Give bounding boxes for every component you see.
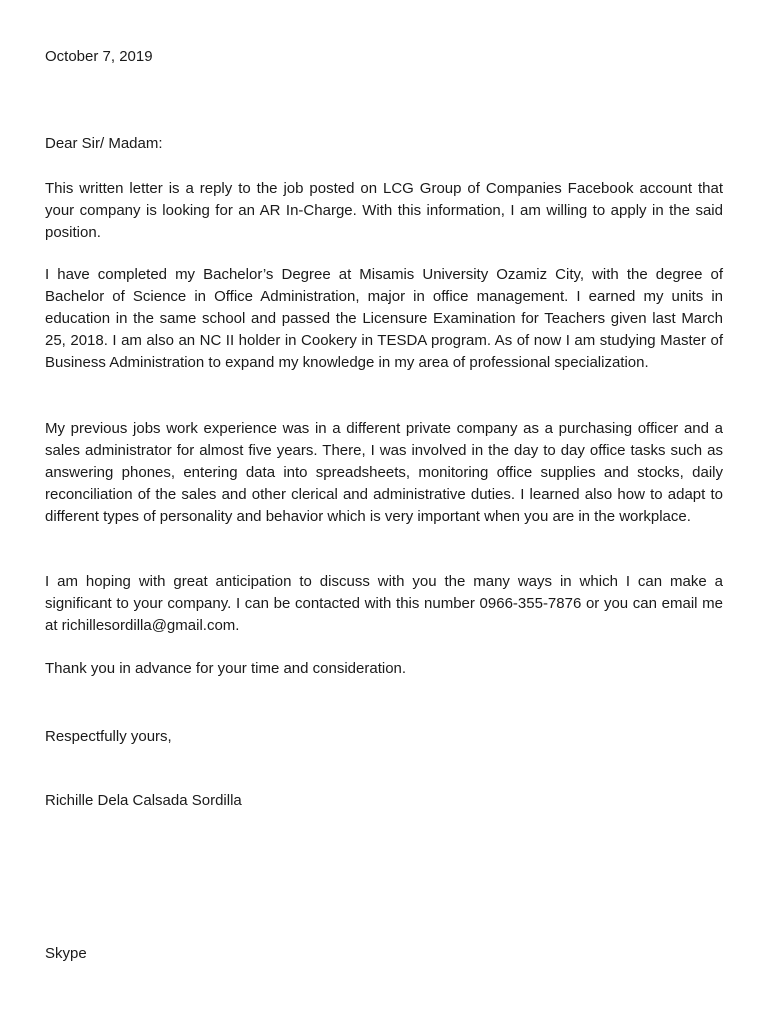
letter-date: October 7, 2019 <box>45 48 153 65</box>
footer-note: Skype <box>45 945 87 962</box>
paragraph-education: I have completed my Bachelor’s Degree at Misamis University Ozamiz City, with the degree of Bachelor of Science in Office Administration, major in office management. I earned my units in education in the same school and passed the Licensure Examination for Teachers given last March 25, 2018. I am also an NC II holder in Cookery in TESDA program. As of now I am studying Master of Business Administration to expand my knowledge in my area of professional specialization. <box>45 266 723 371</box>
paragraph-experience: My previous jobs work experience was in a different private company as a purchasing officer and a sales administrator for almost five years. There, I was involved in the day to day office tasks such as answering phones, entering data into spreadsheets, monitoring office supplies and stocks, daily reconciliation of the sales and other clerical and administrative duties. I learned also how to adapt to different types of personality and behavior which is very important when you are in the workplace. <box>45 420 723 525</box>
closing: Respectfully yours, <box>45 728 172 745</box>
salutation: Dear Sir/ Madam: <box>45 135 163 152</box>
paragraph-contact: I am hoping with great anticipation to discuss with you the many ways in which I can make a significant to your company. I can be contacted with this number 0966-355-7876 or you can email me at richillesordilla@gmail.com. <box>45 573 723 634</box>
signature-name: Richille Dela Calsada Sordilla <box>45 792 242 809</box>
paragraph-thanks: Thank you in advance for your time and consideration. <box>45 660 407 677</box>
paragraph-intro: This written letter is a reply to the job posted on LCG Group of Companies Facebook account that your company is looking for an AR In-Charge. With this information, I am willing to apply in the said position. <box>45 180 723 241</box>
